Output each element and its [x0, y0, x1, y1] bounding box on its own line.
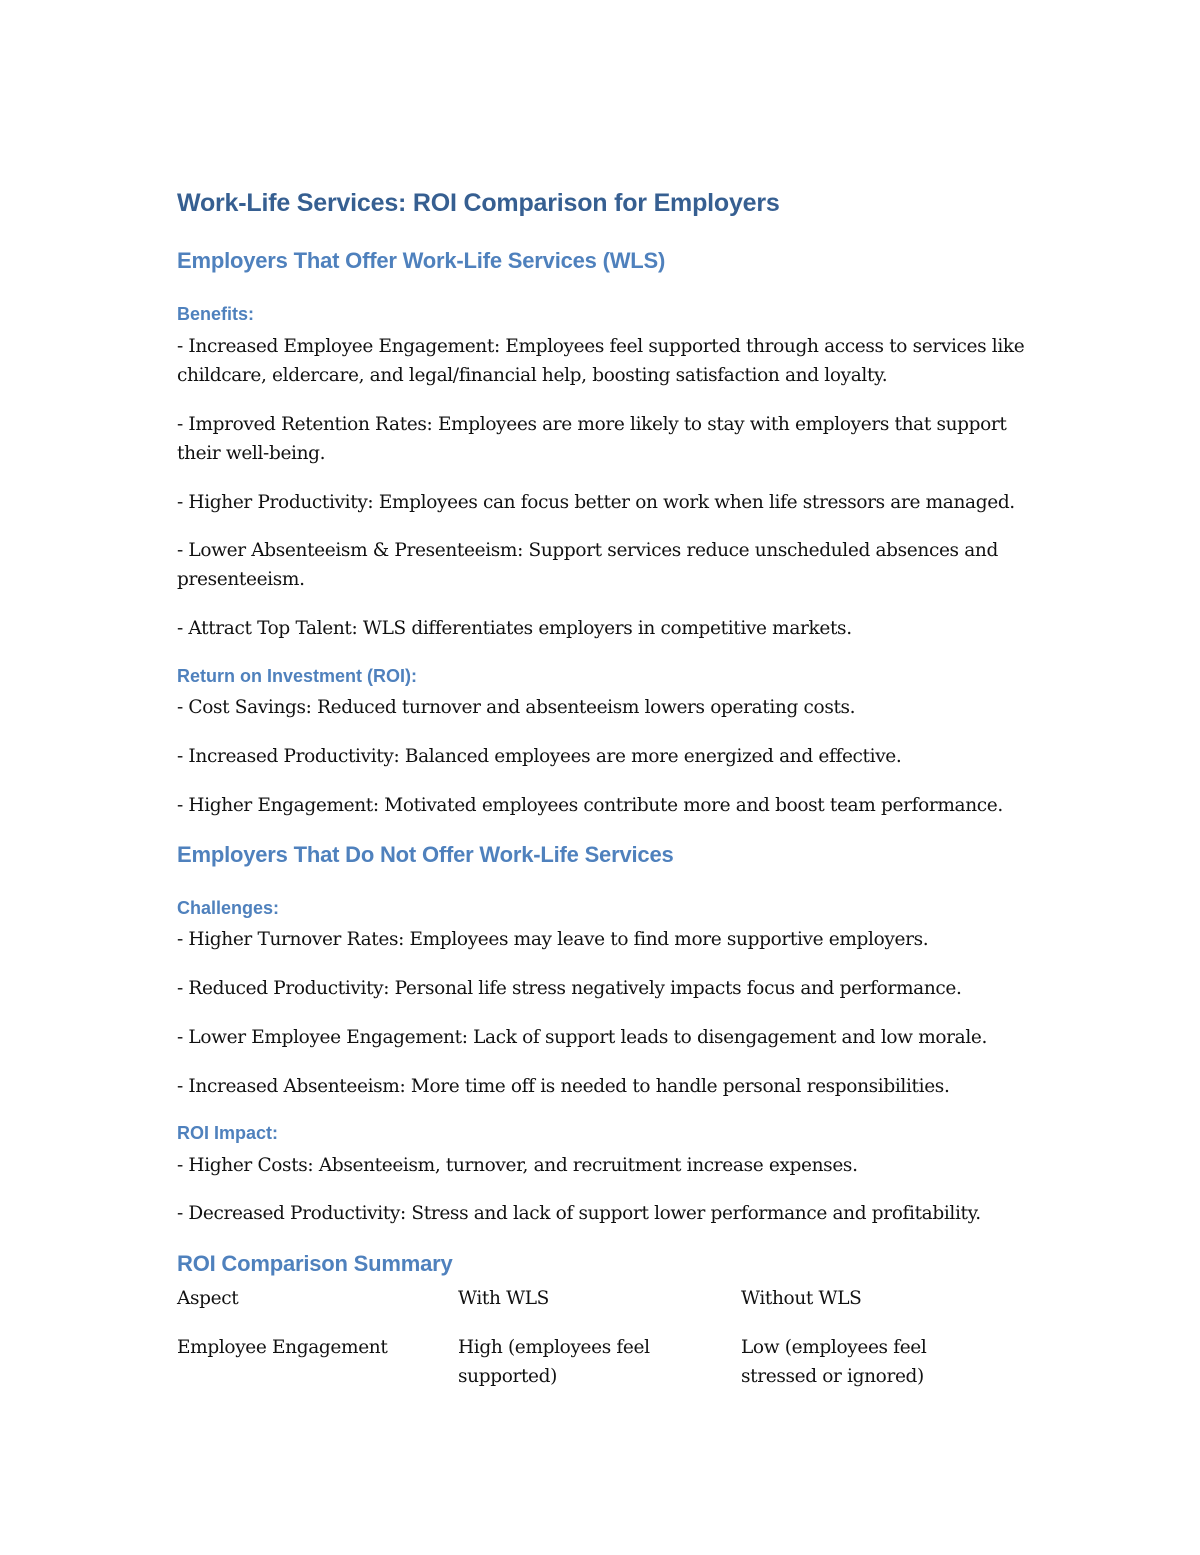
table-cell: Employee Engagement [177, 1337, 388, 1358]
roi-impact-heading: ROI Impact: [177, 1123, 279, 1143]
section-heading-wls: Employers That Offer Work-Life Services (WLS) [177, 248, 666, 273]
table-header-cell: Aspect [177, 1288, 239, 1309]
table-header-cell: Without WLS [741, 1288, 862, 1309]
roi-impact-item: - Decreased Productivity: Stress and lack of support lower performance and profitability. [177, 1203, 981, 1224]
table-cell: High (employees feel supported) [458, 1337, 650, 1387]
roi-heading: Return on Investment (ROI): [177, 666, 418, 686]
benefit-item: - Increased Employee Engagement: Employees feel supported through access to services like childcare, eldercare, and legal/financial help, boosting satisfaction and loyalty. [177, 336, 1025, 386]
roi-impact-item: - Higher Costs: Absenteeism, turnover, and recruitment increase expenses. [177, 1155, 858, 1176]
challenges-heading: Challenges: [177, 898, 280, 918]
challenge-item: - Increased Absenteeism: More time off is needed to handle personal responsibilities. [177, 1076, 950, 1097]
challenge-item: - Higher Turnover Rates: Employees may leave to find more supportive employers. [177, 929, 929, 950]
document-title: Work-Life Services: ROI Comparison for Employers [177, 189, 780, 217]
benefit-item: - Attract Top Talent: WLS differentiates employers in competitive markets. [177, 618, 852, 639]
table-header-cell: With WLS [458, 1288, 550, 1309]
benefit-item: - Lower Absenteeism & Presenteeism: Support services reduce unscheduled absences and presenteeism. [177, 540, 998, 590]
benefits-heading: Benefits: [177, 304, 255, 324]
table-cell: Low (employees feel stressed or ignored) [741, 1337, 927, 1387]
roi-item: - Higher Engagement: Motivated employees contribute more and boost team performance. [177, 795, 1003, 816]
summary-heading: ROI Comparison Summary [177, 1251, 453, 1276]
roi-item: - Increased Productivity: Balanced employees are more energized and effective. [177, 746, 902, 767]
challenge-item: - Lower Employee Engagement: Lack of support leads to disengagement and low morale. [177, 1027, 988, 1048]
benefit-item: - Improved Retention Rates: Employees are more likely to stay with employers that support their well-being. [177, 414, 1007, 464]
section-heading-no-wls: Employers That Do Not Offer Work-Life Services [177, 842, 674, 867]
challenge-item: - Reduced Productivity: Personal life stress negatively impacts focus and performance. [177, 978, 962, 999]
roi-item: - Cost Savings: Reduced turnover and absenteeism lowers operating costs. [177, 697, 856, 718]
benefit-item: - Higher Productivity: Employees can focus better on work when life stressors are managed. [177, 492, 1015, 513]
